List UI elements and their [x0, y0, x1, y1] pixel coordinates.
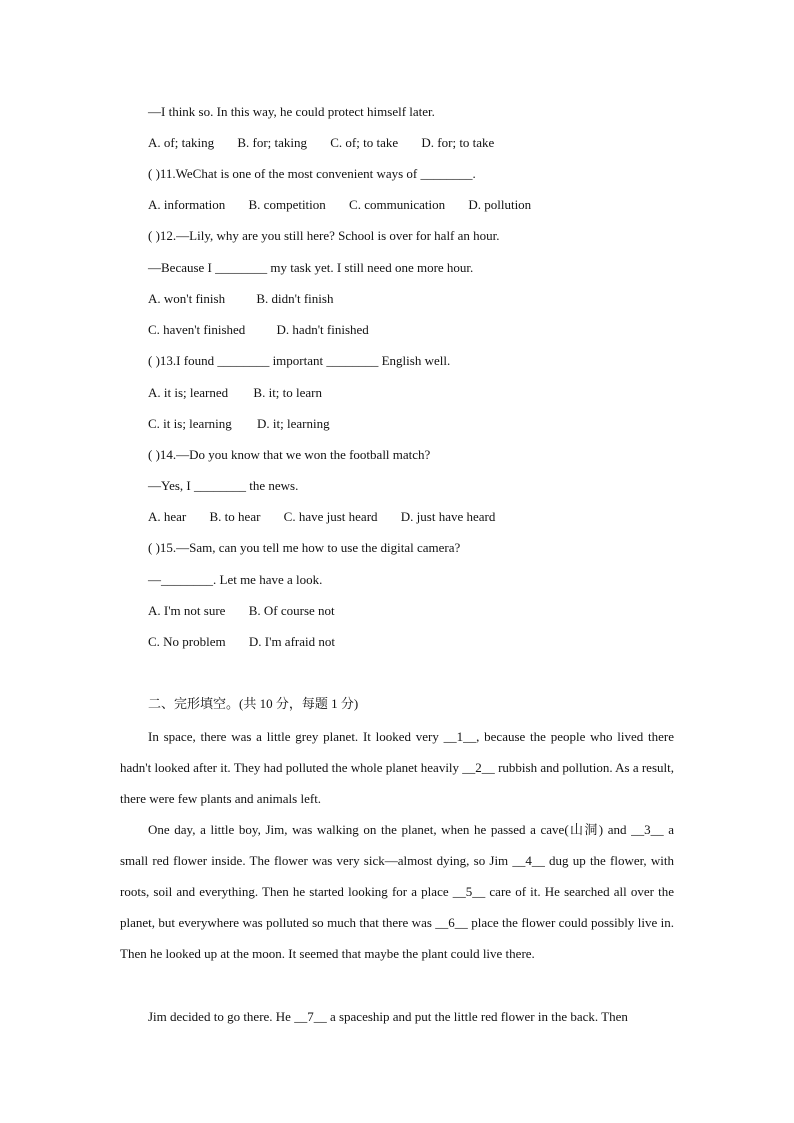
q12-option-c: C. haven't finished — [148, 322, 246, 337]
q11-option-a: A. information — [148, 197, 226, 212]
cloze-paragraph-1: In space, there was a little grey planet. It looked very __1__, because the people who lived there hadn't looked after it. They had polluted the whole planet heavily __2__ rubbish and pollution. As a result, there were few plants and animals left. — [120, 729, 674, 806]
q15-option-c: C. No problem — [148, 634, 226, 649]
q12-option-d: D. hadn't finished — [276, 322, 369, 337]
q14-option-c: C. have just heard — [283, 509, 378, 524]
q12-reply: —Because I ________ my task yet. I still need one more hour. — [148, 260, 474, 275]
cloze-paragraph-2: One day, a little boy, Jim, was walking on the planet, when he passed a cave(山洞) and __3__ a small red flower inside. The flower was very sick—almost dying, so Jim __4__ dug up the flower, with roots, soil and everything. Then he started looking for a place __5__ care of it. He searched all over the planet, but everywhere was polluted so much that there was __6__ place the flower could possibly live in. Then he looked up at the moon. It seemed that maybe the plant could live there. — [120, 822, 674, 961]
q12-options-row1 — [148, 291, 333, 307]
q10-options — [148, 135, 494, 151]
q11-option-b: B. competition — [248, 197, 326, 212]
q13-option-b: B. it; to learn — [253, 385, 323, 400]
q12-options-row2 — [148, 322, 369, 338]
q15-reply: —________. Let me have a look. — [148, 572, 323, 587]
q11-option-c: C. communication — [349, 197, 446, 212]
q15-options-row1 — [148, 603, 335, 619]
q11-option-d: D. pollution — [468, 197, 532, 212]
q10-option-a: A. of; taking — [148, 135, 215, 150]
q14-option-d: D. just have heard — [400, 509, 496, 524]
q10-option-b: B. for; taking — [237, 135, 308, 150]
q13-stem: ( )13.I found ________ important ________ English well. — [148, 353, 451, 368]
cloze-section-title: 二、完形填空。(共 10 分，每题 1 分) — [148, 696, 359, 711]
q10-option-d: D. for; to take — [421, 135, 495, 150]
q12-stem: ( )12.—Lily, why are you still here? School is over for half an hour. — [148, 228, 500, 243]
q14-option-a: A. hear — [148, 509, 187, 524]
q10-answer-line: —I think so. In this way, he could protect himself later. — [148, 104, 435, 119]
q12-option-a: A. won't finish — [148, 291, 226, 306]
q15-options-row2 — [148, 634, 335, 650]
q13-option-d: D. it; learning — [257, 416, 330, 431]
cloze-paragraph-3: Jim decided to go there. He __7__ a spaceship and put the little red flower in the back. Then — [148, 1009, 628, 1024]
q15-stem: ( )15.—Sam, can you tell me how to use the digital camera? — [148, 540, 461, 555]
q14-reply: —Yes, I ________ the news. — [148, 478, 299, 493]
q15-option-a: A. I'm not sure — [148, 603, 226, 618]
q11-stem: ( )11.WeChat is one of the most convenient ways of ________. — [148, 166, 476, 181]
q12-option-b: B. didn't finish — [256, 291, 334, 306]
q14-stem: ( )14.—Do you know that we won the football match? — [148, 447, 431, 462]
q11-options — [148, 197, 531, 213]
q14-options — [148, 509, 495, 525]
q10-option-c: C. of; to take — [330, 135, 399, 150]
q15-option-b: B. Of course not — [248, 603, 335, 618]
q13-option-c: C. it is; learning — [148, 416, 232, 431]
q13-options-row1 — [148, 385, 322, 401]
q15-option-d: D. I'm afraid not — [248, 634, 335, 649]
q13-option-a: A. it is; learned — [148, 385, 229, 400]
q13-options-row2 — [148, 416, 330, 432]
q14-option-b: B. to hear — [209, 509, 261, 524]
